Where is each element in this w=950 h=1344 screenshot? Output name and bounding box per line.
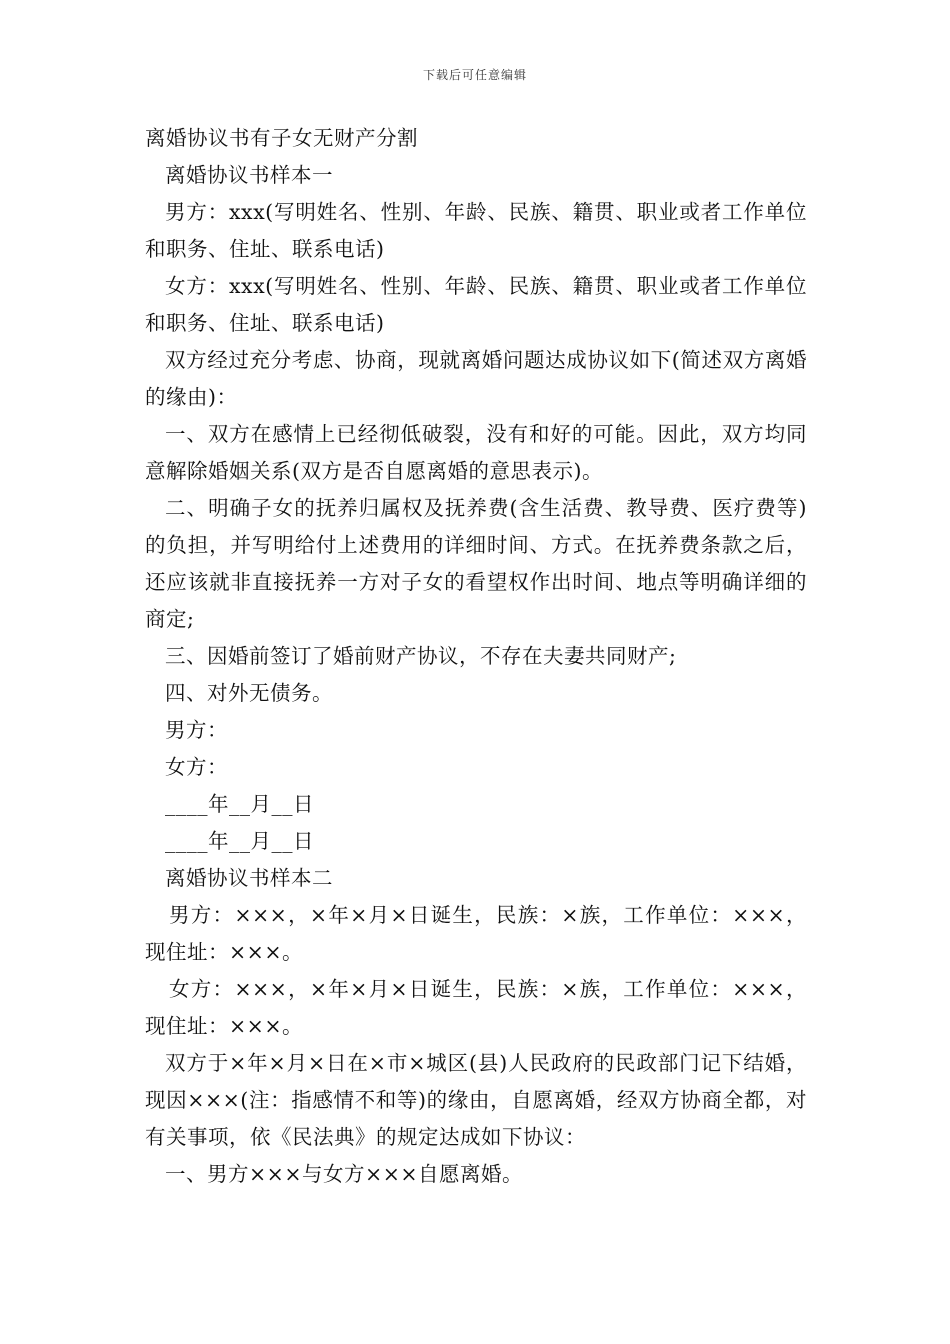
document-title: 离婚协议书有子女无财产分割 xyxy=(145,126,418,150)
paragraph-female-party: 女方：xxx(写明姓名、性别、年龄、民族、籍贯、职业或者工作单位和职务、住址、联系电话) xyxy=(145,274,807,335)
paragraph-clause-one-2: 一、男方×××与女方×××自愿离婚。 xyxy=(165,1162,524,1186)
date-line-2: ____年__月__日 xyxy=(165,829,314,853)
paragraph-clause-four: 四、对外无债务。 xyxy=(165,681,333,705)
header-note: 下载后可任意编辑 xyxy=(422,68,527,82)
paragraph-male-party: 男方：xxx(写明姓名、性别、年龄、民族、籍贯、职业或者工作单位和职务、住址、联系电话) xyxy=(145,200,807,261)
document-body xyxy=(145,120,807,1193)
signature-male: 男方： xyxy=(165,718,228,742)
paragraph-clause-one: 一、双方在感情上已经彻低破裂，没有和好的可能。因此，双方均同意解除婚姻关系(双方是否自愿离婚的意思表示)。 xyxy=(145,422,807,483)
section-heading-sample-one: 离婚协议书样本一 xyxy=(165,163,333,187)
date-line-1: ____年__月__日 xyxy=(165,792,314,816)
paragraph-clause-three: 三、因婚前签订了婚前财产协议，不存在夫妻共同财产; xyxy=(165,644,677,668)
paragraph-female-party-2: 女方：×××，×年×月×日诞生，民族：×族，工作单位：×××，现住址：×××。 xyxy=(145,977,807,1038)
paragraph-marriage-info: 双方于×年×月×日在×市×城区(县)人民政府的民政部门记下结婚，现因×××(注：指感情不和等)的缘由，自愿离婚，经双方协商全都，对有关事项，依《民法典》的规定达成如下协议： xyxy=(145,1051,807,1149)
section-heading-sample-two: 离婚协议书样本二 xyxy=(165,866,333,890)
signature-female: 女方： xyxy=(165,755,228,779)
paragraph-male-party-2: 男方：×××，×年×月×日诞生，民族：×族，工作单位：×××，现住址：×××。 xyxy=(145,903,807,964)
paragraph-clause-two: 二、明确子女的抚养归属权及抚养费(含生活费、教导费、医疗费等)的负担，并写明给付上述费用的详细时间、方式。在抚养费条款之后，还应该就非直接抚养一方对子女的看望权作出时间、地点等明确详细的商定; xyxy=(145,496,807,631)
paragraph-agreement-intro: 双方经过充分考虑、协商，现就离婚问题达成协议如下(简述双方离婚的缘由)： xyxy=(145,348,807,409)
